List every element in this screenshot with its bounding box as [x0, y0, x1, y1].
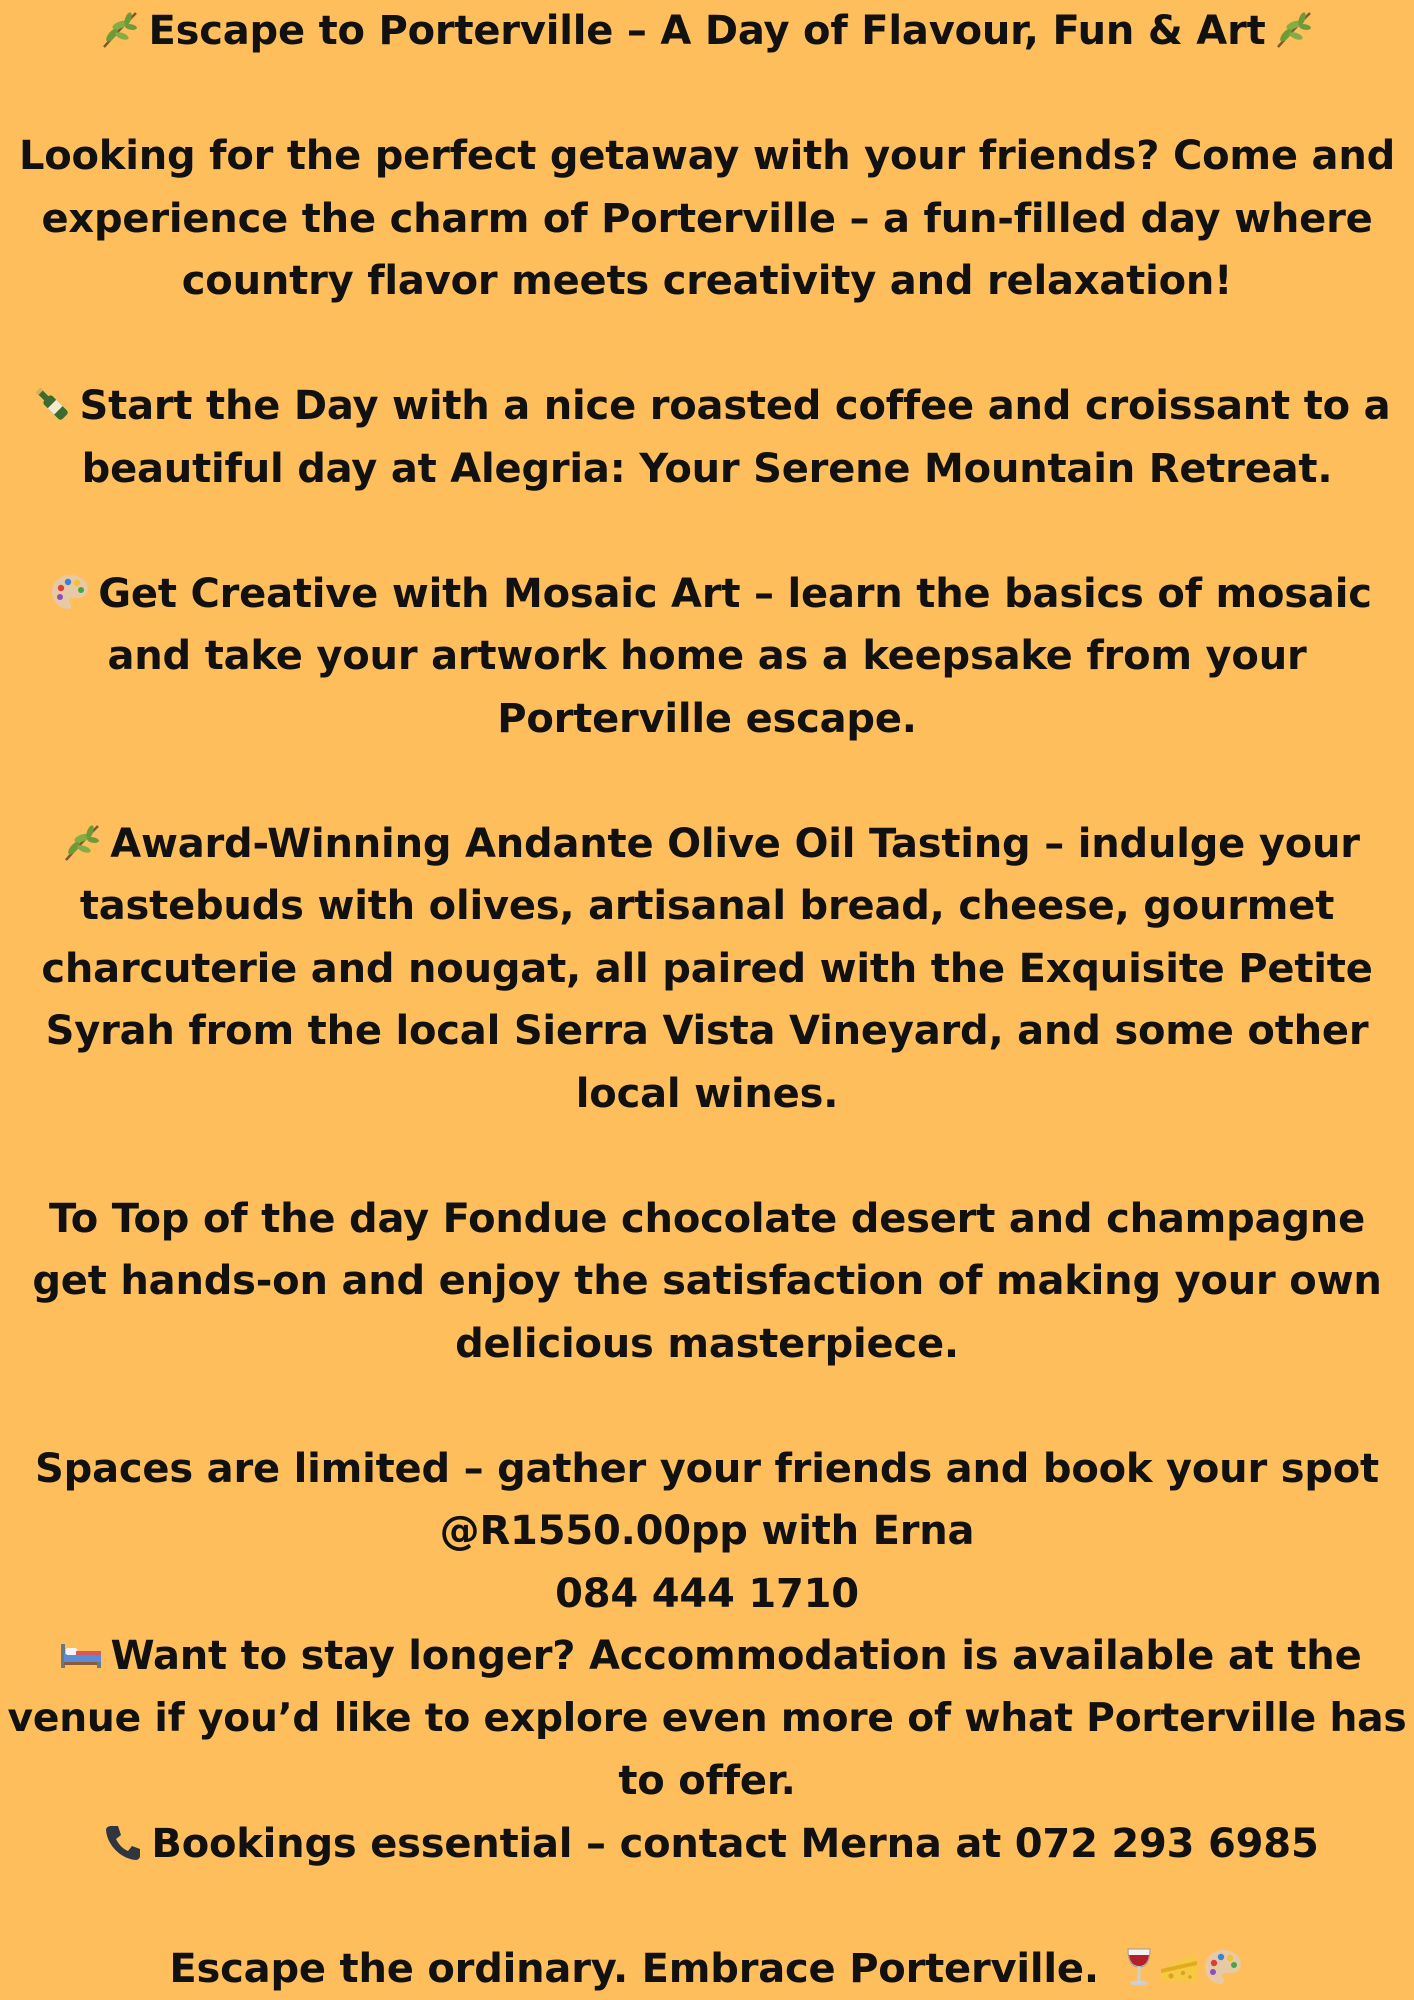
accommodation-line: venue if you’d like to explore even more of what Porterville has [7, 1695, 1407, 1741]
olive-line [6, 813, 1408, 876]
olive-line: local wines. [575, 1070, 839, 1117]
fondue-line: get hands-on and enjoy the satisfaction of making your own [32, 1258, 1382, 1304]
booking-line: @R1550.00pp with Erna [439, 1508, 975, 1554]
cheese-icon [1157, 1945, 1201, 1989]
booking-phone: 084 444 1710 [555, 1570, 859, 1617]
mosaic-line [6, 563, 1408, 626]
olive-branch-icon [60, 820, 104, 864]
mosaic-text: Get Creative with Mosaic Art – learn the basics of mosaic [98, 570, 1372, 617]
spacer [6, 750, 1408, 813]
contact-text: Bookings essential – contact Merna at 072 293 6985 [151, 1820, 1319, 1867]
palette-icon [48, 570, 92, 614]
coffee-line [6, 375, 1408, 438]
booking-line: Spaces are limited – gather your friends and book your spot [35, 1445, 1379, 1492]
spacer [6, 1125, 1408, 1188]
mosaic-line: and take your artwork home as a keepsake from your [107, 633, 1307, 679]
spacer [6, 63, 1408, 126]
phone-icon [101, 1820, 145, 1864]
accommodation-line [6, 1625, 1408, 1688]
olive-text: Award-Winning Andante Olive Oil Tasting – indulge your [110, 820, 1360, 867]
olive-line: Syrah from the local Sierra Vista Vineyard, and some other [45, 1008, 1369, 1054]
coffee-paragraph [6, 375, 1408, 500]
wine-glass-icon [1121, 1945, 1157, 1989]
bottle-icon [30, 382, 74, 426]
accommodation-line: to offer. [618, 1758, 796, 1804]
fondue-line: To Top of the day Fondue chocolate desert and champagne [48, 1195, 1366, 1242]
intro-paragraph [6, 125, 1408, 313]
olive-line: tastebuds with olives, artisanal bread, cheese, gourmet [79, 883, 1335, 929]
bed-icon [58, 1632, 104, 1676]
olive-paragraph [6, 813, 1408, 1126]
palette-icon [1201, 1945, 1245, 1989]
mosaic-line: Porterville escape. [497, 695, 917, 742]
intro-line: country flavor meets creativity and relaxation! [181, 258, 1233, 304]
intro-line: experience the charm of Porterville – a fun-filled day where [41, 195, 1373, 242]
booking-paragraph [6, 1438, 1408, 1626]
intro-line: Looking for the perfect getaway with your friends? Come and [18, 133, 1396, 179]
coffee-line: beautiful day at Alegria: Your Serene Mountain Retreat. [81, 445, 1333, 492]
flyer-title [6, 0, 1408, 63]
olive-branch-icon [1272, 7, 1316, 51]
mosaic-paragraph [6, 563, 1408, 751]
spacer [6, 1375, 1408, 1438]
accommodation-text: Want to stay longer? Accommodation is available at the [110, 1633, 1362, 1679]
fondue-paragraph [6, 1188, 1408, 1376]
coffee-text: Start the Day with a nice roasted coffee and croissant to a [79, 383, 1391, 429]
closing-line [6, 1938, 1408, 2000]
spacer [6, 313, 1408, 376]
title-text: Escape to Porterville – A Day of Flavour, Fun & Art [148, 8, 1266, 54]
olive-branch-icon [98, 7, 142, 51]
spacer [6, 1875, 1408, 1938]
accommodation-paragraph [6, 1625, 1408, 1813]
spacer [6, 500, 1408, 563]
fondue-line: delicious masterpiece. [455, 1320, 959, 1367]
olive-line: charcuterie and nougat, all paired with the Exquisite Petite [41, 945, 1373, 992]
contact-line [6, 1813, 1408, 1876]
closing-text: Escape the ordinary. Embrace Porterville. [169, 1945, 1099, 1992]
